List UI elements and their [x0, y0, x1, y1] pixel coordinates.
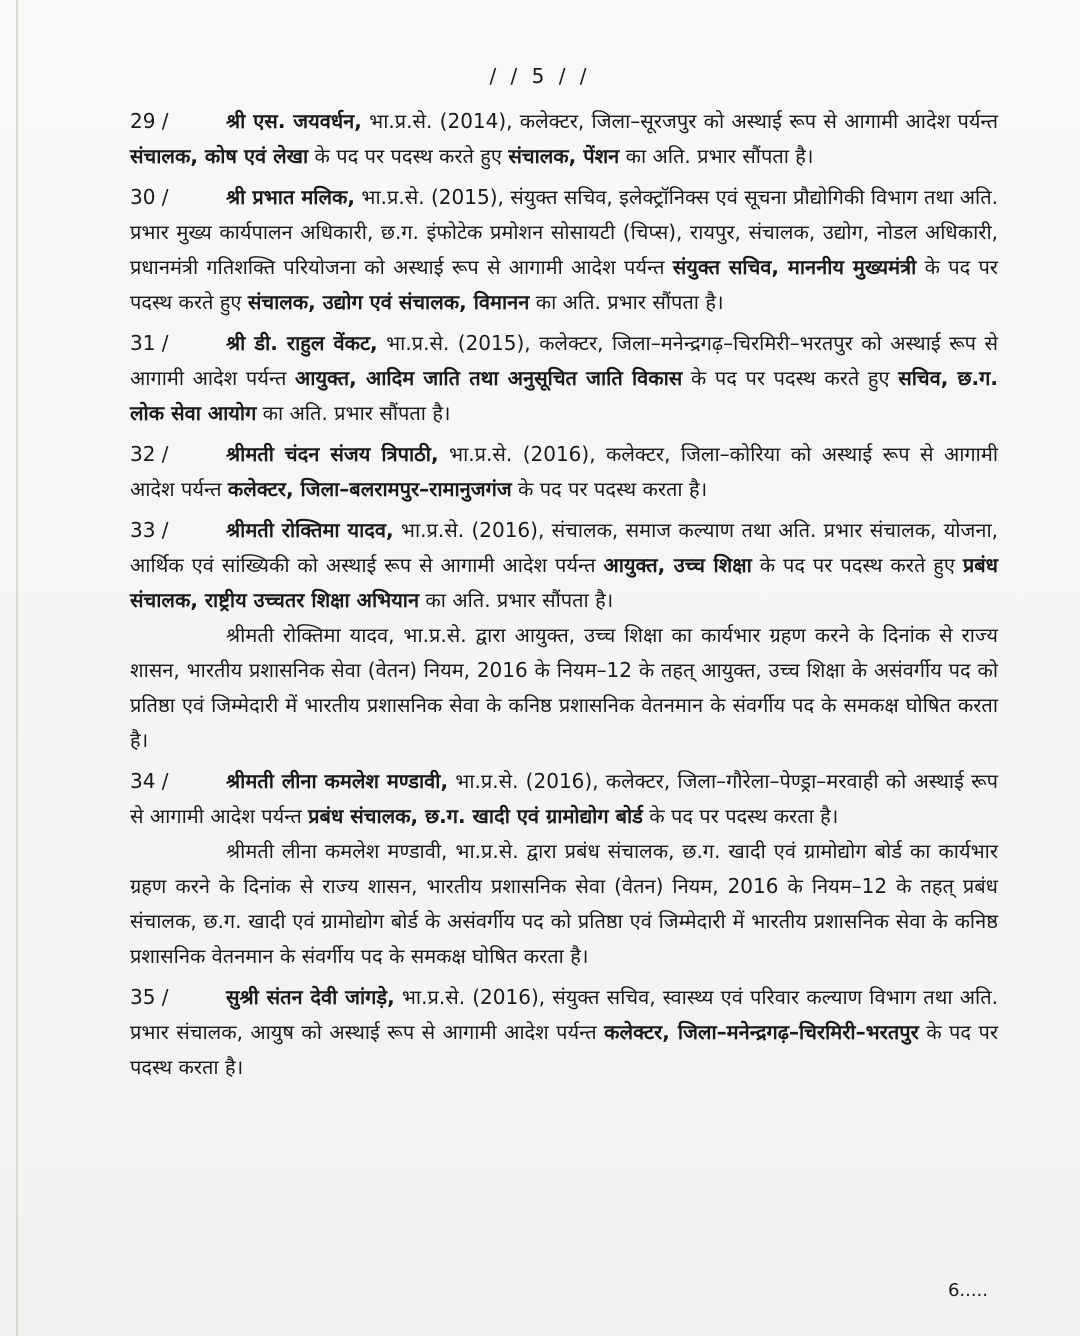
body-text: का अति. प्रभार सौंपता है। [529, 290, 724, 314]
bold-text: आयुक्त, उच्च शिक्षा [603, 553, 752, 577]
order-item [130, 513, 998, 758]
bold-text: श्रीमती लीना कमलेश मण्डावी, [226, 769, 449, 793]
order-item [130, 437, 998, 507]
order-item-paragraph [130, 513, 998, 618]
order-item-number: 33 / [130, 518, 169, 542]
body-text: के पद पर पदस्थ करता है। [130, 1020, 999, 1079]
order-item-number: 35 / [130, 985, 169, 1009]
bold-text: संचालक, उद्योग एवं संचालक, विमानन [247, 290, 530, 314]
order-item-paragraph [130, 437, 998, 507]
bold-text: संयुक्त सचिव, माननीय मुख्यमंत्री [672, 255, 917, 279]
order-item [130, 326, 998, 431]
body-text: भा.प्र.से. (2016), संयुक्त सचिव, स्वास्थ्य एवं परिवार कल्याण विभाग तथा अति. प्रभार संचालक, आयुष को अस्थाई रूप से आगामी आदेश पर्यन्त [130, 985, 998, 1044]
body-text: भा.प्र.से. (2016), कलेक्टर, जिला–कोरिया को अस्थाई रूप से आगामी आदेश पर्यन्त [130, 442, 999, 501]
bold-text: संचालक, पेंशन [508, 144, 620, 168]
bold-text: श्री डी. राहुल वेंकट, [226, 331, 378, 355]
continuation-paragraph: श्रीमती लीना कमलेश मण्डावी, भा.प्र.से. द्वारा प्रबंध संचालक, छ.ग. खादी एवं ग्रामोद्योग बोर्ड का कार्यभार ग्रहण करने के दिनांक से राज्य शासन, भारतीय प्रशासनिक सेवा (वेतन) नियम, 2016 के नियम–12 के तहत् प्रबंध संचालक, छ.ग. खादी एवं ग्रामोद्योग बोर्ड के असंवर्गीय पद को प्रतिष्ठा एवं जिम्मेदारी में भारतीय प्रशासनिक सेवा के कनिष्ठ प्रशासनिक वेतनमान के संवर्गीय पद के समकक्ष घोषित करता है। [130, 839, 998, 968]
bold-text: प्रबंध संचालक, राष्ट्रीय उच्चतर शिक्षा अभियान [130, 553, 998, 612]
continuation-paragraph: श्रीमती रोक्तिमा यादव, भा.प्र.से. द्वारा आयुक्त, उच्च शिक्षा का कार्यभार ग्रहण करने के दिनांक से राज्य शासन, भारतीय प्रशासनिक सेवा (वेतन) नियम, 2016 के नियम–12 के तहत् आयुक्त, उच्च शिक्षा के असंवर्गीय पद को प्रतिष्ठा एवं जिम्मेदारी में भारतीय प्रशासनिक सेवा के कनिष्ठ प्रशासनिक वेतनमान के संवर्गीय पद के समकक्ष घोषित करता है। [130, 623, 998, 752]
body-text: के पद पर पदस्थ करते हुए [308, 144, 509, 168]
body-text: के पद पर पदस्थ करते हुए [130, 255, 998, 314]
body-text: भा.प्र.से. (2015), संयुक्त सचिव, इलेक्ट्रॉनिक्स एवं सूचना प्रौद्योगिकी विभाग तथा अति. प्रभार मुख्य कार्यपालन अधिकारी, छ.ग. इंफोटेक प्रमोशन सोसायटी (चिप्स), रायपुर, संचालक, उद्योग, नोडल अधिकारी, प्रधानमंत्री गतिशक्ति परियोजना को अस्थाई रूप से आगामी आदेश पर्यन्त [130, 185, 998, 279]
bold-text: कलेक्टर, जिला–बलरामपुर–रामानुजगंज [227, 477, 512, 501]
body-text: के पद पर पदस्थ करता है। [511, 477, 708, 501]
order-item [130, 764, 998, 974]
body-text: भा.प्र.से. (2015), कलेक्टर, जिला–मनेन्द्रगढ़–चिरमिरी–भरतपुर को अस्थाई रूप से आगामी आदेश पर्यन्त [130, 331, 999, 390]
bold-text: श्री एस. जयवर्धन, [226, 109, 362, 133]
bold-text: प्रबंध संचालक, छ.ग. खादी एवं ग्रामोद्योग बोर्ड [308, 804, 643, 828]
page-number: / / 5 / / [489, 64, 591, 88]
order-item [130, 980, 998, 1085]
body-text: का अति. प्रभार सौंपता है। [256, 401, 451, 425]
order-item-number: 30 / [130, 185, 169, 209]
bold-text: श्रीमती चंदन संजय त्रिपाठी, [226, 442, 439, 466]
order-content [130, 104, 998, 1091]
body-text: भा.प्र.से. (2016), कलेक्टर, जिला–गौरेला–पेण्ड्रा–मरवाही को अस्थाई रूप से आगामी आदेश पर्यन्त [130, 769, 998, 828]
order-item-number: 34 / [130, 769, 169, 793]
order-item-paragraph [130, 980, 998, 1085]
order-item-number: 31 / [130, 331, 169, 355]
body-text: के पद पर पदस्थ करते हुए [682, 366, 899, 390]
order-item-paragraph [130, 180, 998, 320]
bold-text: श्री प्रभात मलिक, [226, 185, 356, 209]
order-item-number: 32 / [130, 442, 169, 466]
bold-text: सचिव, छ.ग. लोक सेवा आयोग [130, 366, 998, 425]
body-text: के पद पर पदस्थ करते हुए [751, 553, 963, 577]
body-text: के पद पर पदस्थ करता है। [642, 804, 839, 828]
order-item [130, 180, 998, 320]
body-text: भा.प्र.से. (2016), संचालक, समाज कल्याण तथा अति. प्रभार संचालक, योजना, आर्थिक एवं सांख्यिकी को अस्थाई रूप से आगामी आदेश पर्यन्त [130, 518, 998, 577]
bold-text: कलेक्टर, जिला–मनेन्द्रगढ़–चिरमिरी–भरतपुर [604, 1020, 919, 1044]
bold-text: श्रीमती रोक्तिमा यादव, [226, 518, 394, 542]
order-item-paragraph [130, 764, 998, 834]
order-item [130, 104, 998, 174]
bold-text: सुश्री संतन देवी जांगड़े, [226, 985, 395, 1009]
bold-text: संचालक, कोष एवं लेखा [130, 144, 309, 168]
order-item-paragraph [130, 104, 998, 174]
body-text: का अति. प्रभार सौंपता है। [419, 588, 614, 612]
page-edge-line [16, 0, 18, 1336]
bold-text: आयुक्त, आदिम जाति तथा अनुसूचित जाति विकास [295, 366, 683, 390]
body-text: का अति. प्रभार सौंपता है। [619, 144, 814, 168]
order-item-number: 29 / [130, 109, 169, 133]
body-text: भा.प्र.से. (2014), कलेक्टर, जिला–सूरजपुर को अस्थाई रूप से आगामी आदेश पर्यन्त [361, 109, 998, 133]
next-page-marker: 6..... [947, 1280, 988, 1301]
order-item-paragraph [130, 326, 998, 431]
